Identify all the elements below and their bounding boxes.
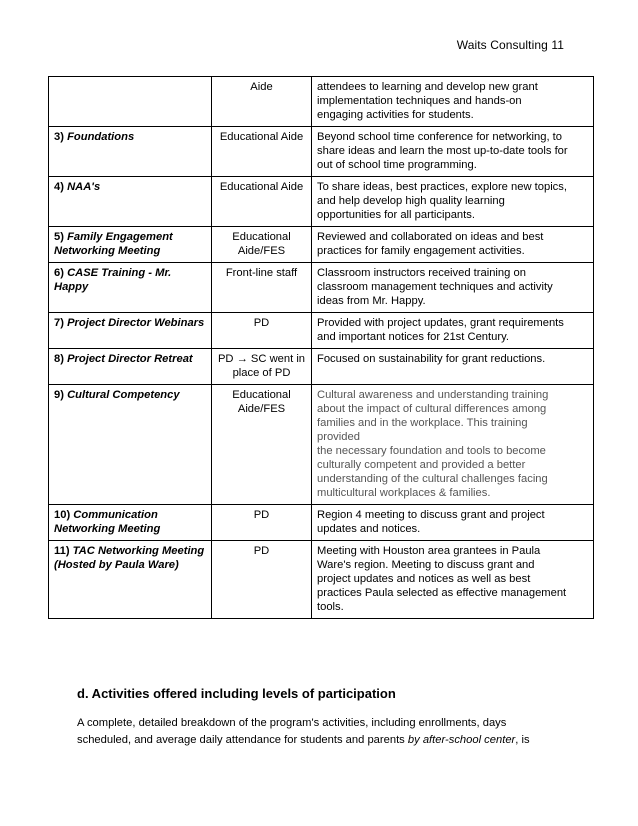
description-line: Beyond school time conference for networking, to [317,131,563,143]
section-body-text: , is [515,734,530,746]
staff-role: PD [253,317,270,329]
section-body-line [77,732,597,749]
table-row [49,227,594,263]
description-line: provided [317,431,360,443]
activity-name: Cultural Competency [67,389,180,401]
activity-name: CASE Training - Mr. Happy [54,267,172,293]
staff-role: Aide/FES [237,245,286,257]
description-line: implementation techniques and hands-on [317,95,522,107]
staff-role-cell [212,177,312,227]
description-line: Region 4 meeting to discuss grant and project [317,509,545,521]
staff-role: PD [253,509,270,521]
section-heading: d. Activities offered including levels of participation [77,686,396,701]
section-body-line: A complete, detailed breakdown of the program's activities, including enrollments, days [77,717,507,729]
staff-role-cell [212,541,312,619]
activity-number: 9) [54,389,64,401]
description-cell [312,385,594,505]
activity-name: TAC Networking Meeting (Hosted by Paula Ware) [54,545,205,571]
activities-table-body [49,77,594,619]
description-line: about the impact of cultural differences among [317,403,547,415]
activity-number: 7) [54,317,64,329]
page-header: Waits Consulting 11 [456,38,564,52]
activity-name-cell [49,127,212,177]
table-row [49,349,594,385]
description-cell [312,227,594,263]
staff-role: Aide [280,131,304,143]
activity-name-cell [49,227,212,263]
description-line: Ware's region. Meeting to discuss grant and [317,559,535,571]
description-line: opportunities for all participants. [317,209,475,221]
staff-role: PD [253,545,270,557]
staff-role-cell [212,77,312,127]
description-line: culturally competent and provided a better [317,459,526,471]
description-line: share ideas and learn the most up-to-date tools for [317,145,568,157]
description-line: updates and notices. [317,523,421,535]
section-body [77,715,597,749]
description-cell [312,263,594,313]
description-line: and important notices for 21st Century. [317,331,509,343]
description-cell [312,127,594,177]
staff-role: Aide [280,181,304,193]
staff-role-cell [212,313,312,349]
activity-name-cell [49,313,212,349]
table-row [49,77,594,127]
staff-role-cell [212,505,312,541]
staff-role-cell [212,227,312,263]
staff-role: Aide [250,81,273,93]
activity-number: 4) [54,181,64,193]
staff-role: Educational [219,181,279,193]
activity-number: 10) [54,509,71,521]
activity-number: 8) [54,353,64,365]
description-cell [312,313,594,349]
description-line: and help develop high quality learning [317,195,505,207]
activity-name: Project Director Retreat [67,353,193,365]
staff-role-cell [212,349,312,385]
activity-name-cell [49,541,212,619]
activity-number: 3) [54,131,64,143]
activity-name-cell [49,349,212,385]
description-line: project updates and notices as well as best [317,573,531,585]
staff-role: Front-line staff [225,267,298,279]
activity-name-cell [49,77,212,127]
description-line: ideas from Mr. Happy. [317,295,426,307]
description-line: engaging activities for students. [317,109,474,121]
activity-name-cell [49,385,212,505]
description-cell [312,77,594,127]
table-row [49,505,594,541]
description-line: To share ideas, best practices, explore new topics, [317,181,567,193]
staff-role: PD → SC went [217,353,294,365]
staff-role-cell [212,263,312,313]
table-row [49,313,594,349]
description-line: Cultural awareness and understanding training [317,389,549,401]
activities-table [48,76,593,619]
activity-name-cell [49,177,212,227]
description-line: multicultural workplaces & families. [317,487,491,499]
table-row [49,263,594,313]
activity-name: Communication Networking Meeting [54,509,161,535]
table-row [49,541,594,619]
activity-number: 11) [54,545,70,557]
activity-name-cell [49,505,212,541]
description-line: Classroom instructors received training on [317,267,526,279]
description-line: classroom management techniques and activity [317,281,553,293]
description-line: practices Paula selected as effective management [317,587,567,599]
description-line: out of school time programming. [317,159,477,171]
description-line: families and in the workplace. This training [317,417,528,429]
description-line: tools. [317,601,344,613]
activity-number: 5) [54,231,64,243]
section-body-text: scheduled, and average daily attendance for students and parents [77,734,408,746]
section-body-emphasis: by after-school center [407,734,516,746]
description-line: Provided with project updates, grant requirements [317,317,564,329]
staff-role: Aide/FES [237,403,286,415]
staff-role-cell [212,385,312,505]
staff-role: in place of PD [232,353,306,379]
description-line: Meeting with Houston area grantees in Paula [317,545,541,557]
description-line: Reviewed and collaborated on ideas and best [317,231,544,243]
description-cell [312,541,594,619]
description-line: the necessary foundation and tools to become [317,445,546,457]
table-row [49,127,594,177]
description-cell [312,177,594,227]
description-line: practices for family engagement activities. [317,245,525,257]
activity-name: Project Director Webinars [67,317,205,329]
description-line: understanding of the cultural challenges facing [317,473,548,485]
description-line: Focused on sustainability for grant reductions. [317,353,546,365]
description-line: attendees to learning and develop new grant [317,81,538,93]
activity-name-cell [49,263,212,313]
activity-number: 6) [54,267,64,279]
staff-role: Educational [232,231,291,243]
staff-role: Educational [232,389,291,401]
activity-name: Foundations [67,131,135,143]
description-cell [312,505,594,541]
staff-role: Educational [219,131,279,143]
activity-name: NAA's [67,181,101,193]
table-row [49,177,594,227]
activity-name: Family Engagement Networking Meeting [54,231,173,257]
description-cell [312,349,594,385]
staff-role-cell [212,127,312,177]
table-row [49,385,594,505]
